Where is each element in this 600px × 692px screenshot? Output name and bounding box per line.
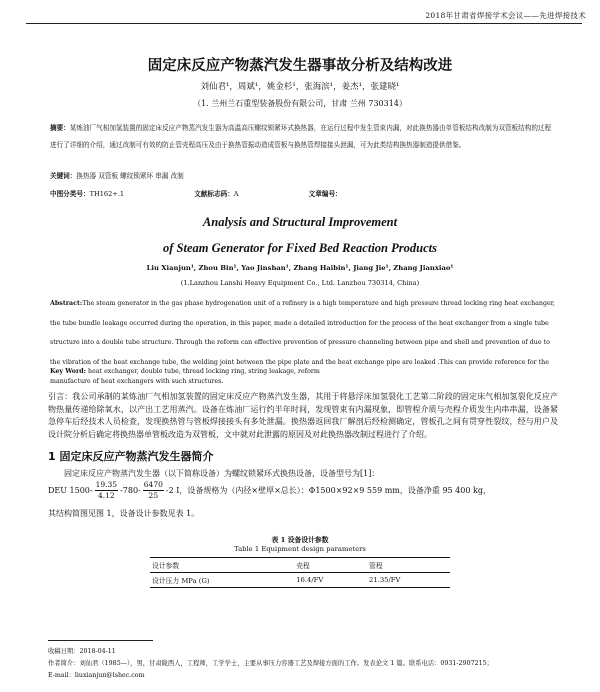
fraction-denominator: 4.12 <box>98 491 115 500</box>
table-header-cell: 壳程 <box>296 562 310 570</box>
chinese-keywords <box>50 168 556 185</box>
classification-line <box>50 186 556 203</box>
article-no-label: 文章编号： <box>308 190 342 198</box>
document-code <box>194 190 272 198</box>
en-abstract-label: Abstract: <box>50 300 83 307</box>
section-heading: 1 固定床反应产物蒸汽发生器简介 <box>48 450 214 463</box>
fraction <box>143 480 164 501</box>
table-caption-cn: 表 1 设备设计参数 <box>271 536 329 544</box>
table-header-cell: 设计参数 <box>152 562 180 570</box>
footnote-received: 收稿日期：2018-04-11 <box>48 648 116 655</box>
english-affiliation: (1.Lanzhou Lanshi Heavy Equipment Co., Ltd. Lanzhou 730314, China) <box>180 279 420 287</box>
clc-value: TH162+.1 <box>89 190 125 198</box>
body-paragraph: 固定床反应产物蒸汽发生器（以下简称设备）为螺纹锁紧环式换热设备，设备型号为[1]： <box>64 469 380 478</box>
english-title-line1: Analysis and Structural Improvement <box>202 215 398 229</box>
table-caption-en: Table 1 Equipment design parameters <box>234 545 366 553</box>
table-row <box>150 573 450 588</box>
formula-middle: -780- <box>120 486 141 495</box>
keywords-text: 换热器 双管板 螺纹锁紧环 串漏 改制 <box>76 172 184 180</box>
en-keywords-label: Key Word: <box>50 368 86 375</box>
footnote-author-bio: 作者简介：刘仙君（1985—），男，甘肃陇西人，工程师，工学学士，主要从事压力容器工艺及焊接方面的工作。发表论文 1 篇。联系电话：0931-2907215； <box>48 660 493 667</box>
abstract-text: 某炼油厂气相加氢装置的固定床反应产物蒸汽发生器为高温高压螺纹锁紧环式换热器，在运行过程中发生管束内漏，对此换热器由单管板结构改制为双管板结构的过程进行了详细的介绍，通过改制可有效的防止管壳程高压及由于换热管振动造成管板与换热管焊接接头泄漏，可为此类结构换热器制造提供借鉴。 <box>50 124 552 149</box>
body-paragraph: 其结构简图见图 1，设备设计参数见表 1。 <box>48 509 200 518</box>
design-parameters-table <box>150 557 450 588</box>
table-header-cell: 管程 <box>369 562 383 570</box>
formula-suffix: -2 Ⅰ，设备规格为（内径×壁厚×总长）：Φ1500×92×9 559 mm，设备净重 95 400 kg， <box>165 486 491 495</box>
introduction-paragraph: 引言：我公司承制的某炼油厂气相加氢装置的固定床反应产物蒸汽发生器，其用于将悬浮床加氢裂化工艺第二阶段的固定床气相加氢裂化反应产物热量传递给除氧水，以产出工艺用蒸汽。设备在炼油厂运行约半年时间，发现管束有内漏现象，即管程介质与壳程介质发生内串串漏，设备紧急停车后经技术人员检查，发现换热管与管板焊接接头有多处泄漏。换热器返回我厂解剖后经检测确定，管板孔之间有贯穿性裂纹，经与用户及设计院分析后确定将换热器单管板改造为双管板，文中就对此泄露的原因及对此换热器改制过程进行了介绍。 <box>48 392 558 439</box>
fraction-numerator: 6470 <box>143 480 163 489</box>
chinese-abstract <box>50 120 556 153</box>
abstract-label: 摘要： <box>50 124 70 132</box>
en-keywords-text: heat exchanger, double tube, thread locking ring, string leakage, reform <box>88 368 320 375</box>
clc-number <box>50 190 158 198</box>
fraction <box>95 480 118 501</box>
article-number <box>309 190 342 198</box>
table-header-row <box>150 558 450 573</box>
english-keywords <box>50 364 556 381</box>
table-cell: 设计压力 MPa (G) <box>152 577 210 585</box>
keywords-label: 关键词： <box>50 172 77 180</box>
table-cell: 16.4/FV <box>296 576 324 584</box>
doc-code-value: A <box>233 190 239 198</box>
header-rule <box>26 23 582 24</box>
table-cell: 21.35/FV <box>369 576 401 584</box>
en-abstract-text: The steam generator in the gas phase hydrogenation unit of a refinery is a high temperature and high pressure thread locking ring heat exchanger, the tube bundle leakage occurred during the operation, in this paper, made a detailed introduction for the process of the heat exchanger from a single tube structure into a double tube structure. Through the reform can effective prevention of pressure channeling between pipe and shell and prevention of due to the vibration of the heat exchange tube, the welding joint between the pipe plate and the heat exchange pipe are leaked .This can provide reference for the manufacture of heat exchangers with such structures. <box>50 300 556 385</box>
doc-code-label: 文献标志码： <box>194 190 234 198</box>
chinese-title: 固定床反应产物蒸汽发生器事故分析及结构改进 <box>147 58 453 74</box>
chinese-affiliation: （1. 兰州兰石重型装备股份有限公司，甘肃 兰州 730314） <box>193 99 407 108</box>
footnote-email: E-mail：liuxianjun@lshec.com <box>48 672 145 679</box>
fraction-denominator: 25 <box>148 491 159 500</box>
formula-prefix: DEU 1500- <box>48 486 93 495</box>
footnote-rule <box>48 640 153 641</box>
chinese-authors: 刘仙君¹，周斌¹，姚金杉¹，张海滨¹，姜杰¹，张建晓¹ <box>200 82 400 92</box>
english-title-line2: of Steam Generator for Fixed Bed Reaction Products <box>163 241 437 255</box>
model-formula <box>48 480 563 501</box>
english-authors: Liu Xianjun¹, Zhou Bin¹, Yao Jinshan¹, Zhang Haibin¹, Jiang Jie¹, Zhang Jianxiao¹ <box>146 264 454 272</box>
fraction-numerator: 19.35 <box>95 480 118 489</box>
running-head: 2018年甘肃省焊接学术会议——先进焊接技术 <box>425 11 586 20</box>
clc-label: 中图分类号： <box>50 190 90 198</box>
